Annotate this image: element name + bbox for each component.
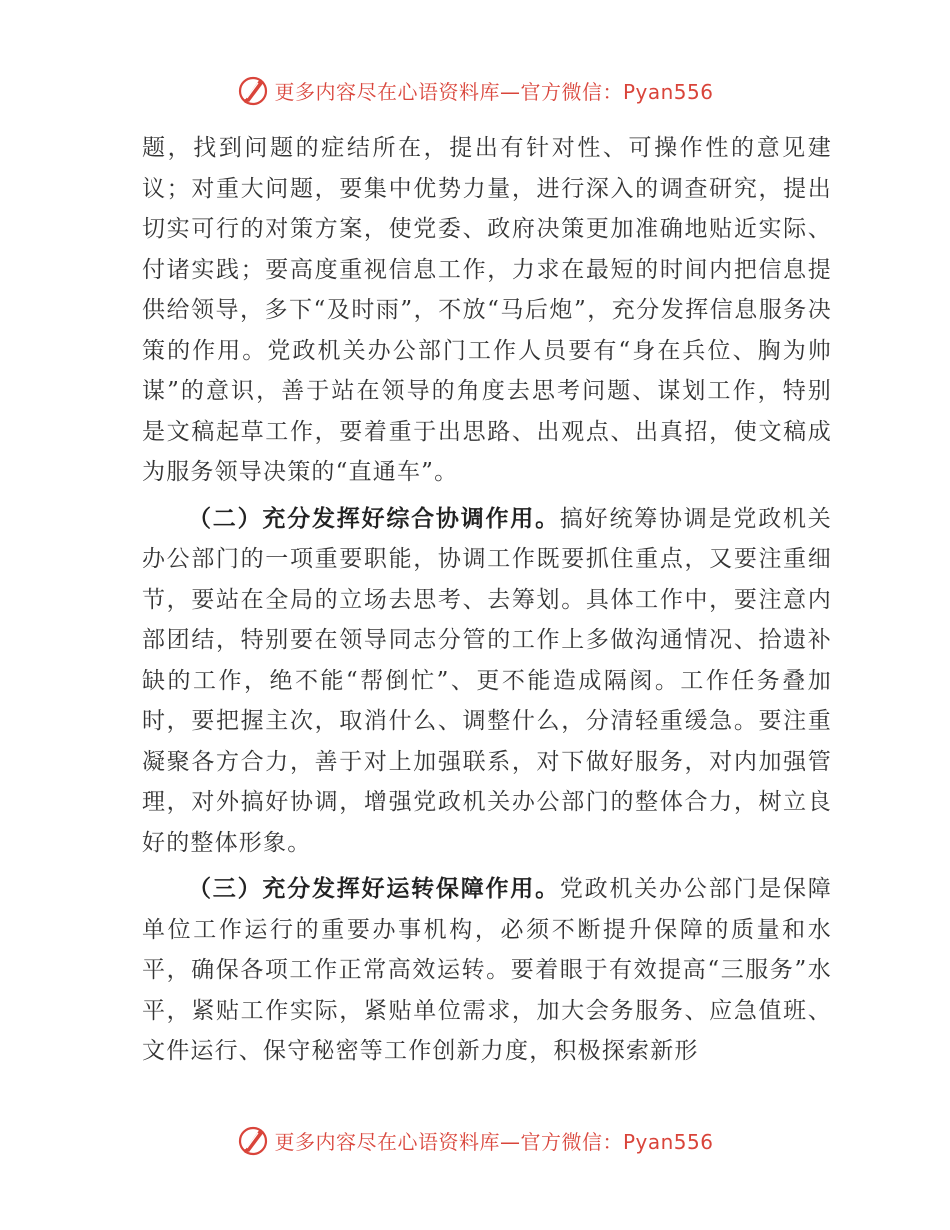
paragraph-continuation bbox=[142, 128, 832, 493]
banner-text: 更多内容尽在心语资料库—官方微信：Pyan556 bbox=[274, 79, 714, 104]
paragraph-coordination bbox=[142, 499, 832, 864]
header-banner bbox=[0, 70, 950, 110]
section-heading-coordination: （二）充分发挥好综合协调作用。 bbox=[188, 504, 560, 532]
section-heading-operation-support: （三）充分发挥好运转保障作用。 bbox=[188, 875, 560, 902]
quill-pen-logo-icon bbox=[236, 73, 270, 107]
paragraph-text: 搞好统筹协调是党政机关办公部门的一项重要职能，协调工作既要抓住重点，又要注重细节，要站在全局的立场去思考、去筹划。具体工作中，要注意内部团结，特别要在领导同志分管的工作上多做沟通情况、拾遗补缺的工作，绝不能“帮倒忙”、更不能造成隔阂。工作任务叠加时，要把握主次，取消什么、调整什么，分清轻重缓急。要注重凝聚各方合力，善于对上加强联系，对下做好服务，对内加强管理，对外搞好协调，增强党政机关办公部门的整体合力，树立良好的整体形象。 bbox=[142, 505, 833, 856]
document-body bbox=[142, 128, 832, 1072]
quill-pen-logo-icon bbox=[236, 1123, 270, 1157]
paragraph-text: 党政机关办公部门是保障单位工作运行的重要办事机构，必须不断提升保障的质量和水平，确保各项工作正常高效运转。要着眼于有效提高“三服务”水平，紧贴工作实际，紧贴单位需求，加大会务服务、应急值班、文件运行、保守秘密等工作创新力度，积极探索新形 bbox=[142, 876, 833, 1064]
paragraph-text: 题，找到问题的症结所在，提出有针对性、可操作性的意见建议；对重大问题，要集中优势力量，进行深入的调查研究，提出切实可行的对策方案，使党委、政府决策更加准确地贴近实际、付诸实践；要高度重视信息工作，力求在最短的时间内把信息提供给领导，多下“及时雨”，不放“马后炮”，充分发挥信息服务决策的作用。党政机关办公部门工作人员要有“身在兵位、胸为帅谋”的意识，善于站在领导的角度去思考问题、谋划工作，特别是文稿起草工作，要着重于出思路、出观点、出真招，使文稿成为服务领导决策的“直通车”。 bbox=[142, 135, 832, 485]
footer-banner bbox=[0, 1120, 950, 1160]
banner-text: 更多内容尽在心语资料库—官方微信：Pyan556 bbox=[274, 1129, 714, 1154]
paragraph-operation-support bbox=[142, 869, 832, 1072]
